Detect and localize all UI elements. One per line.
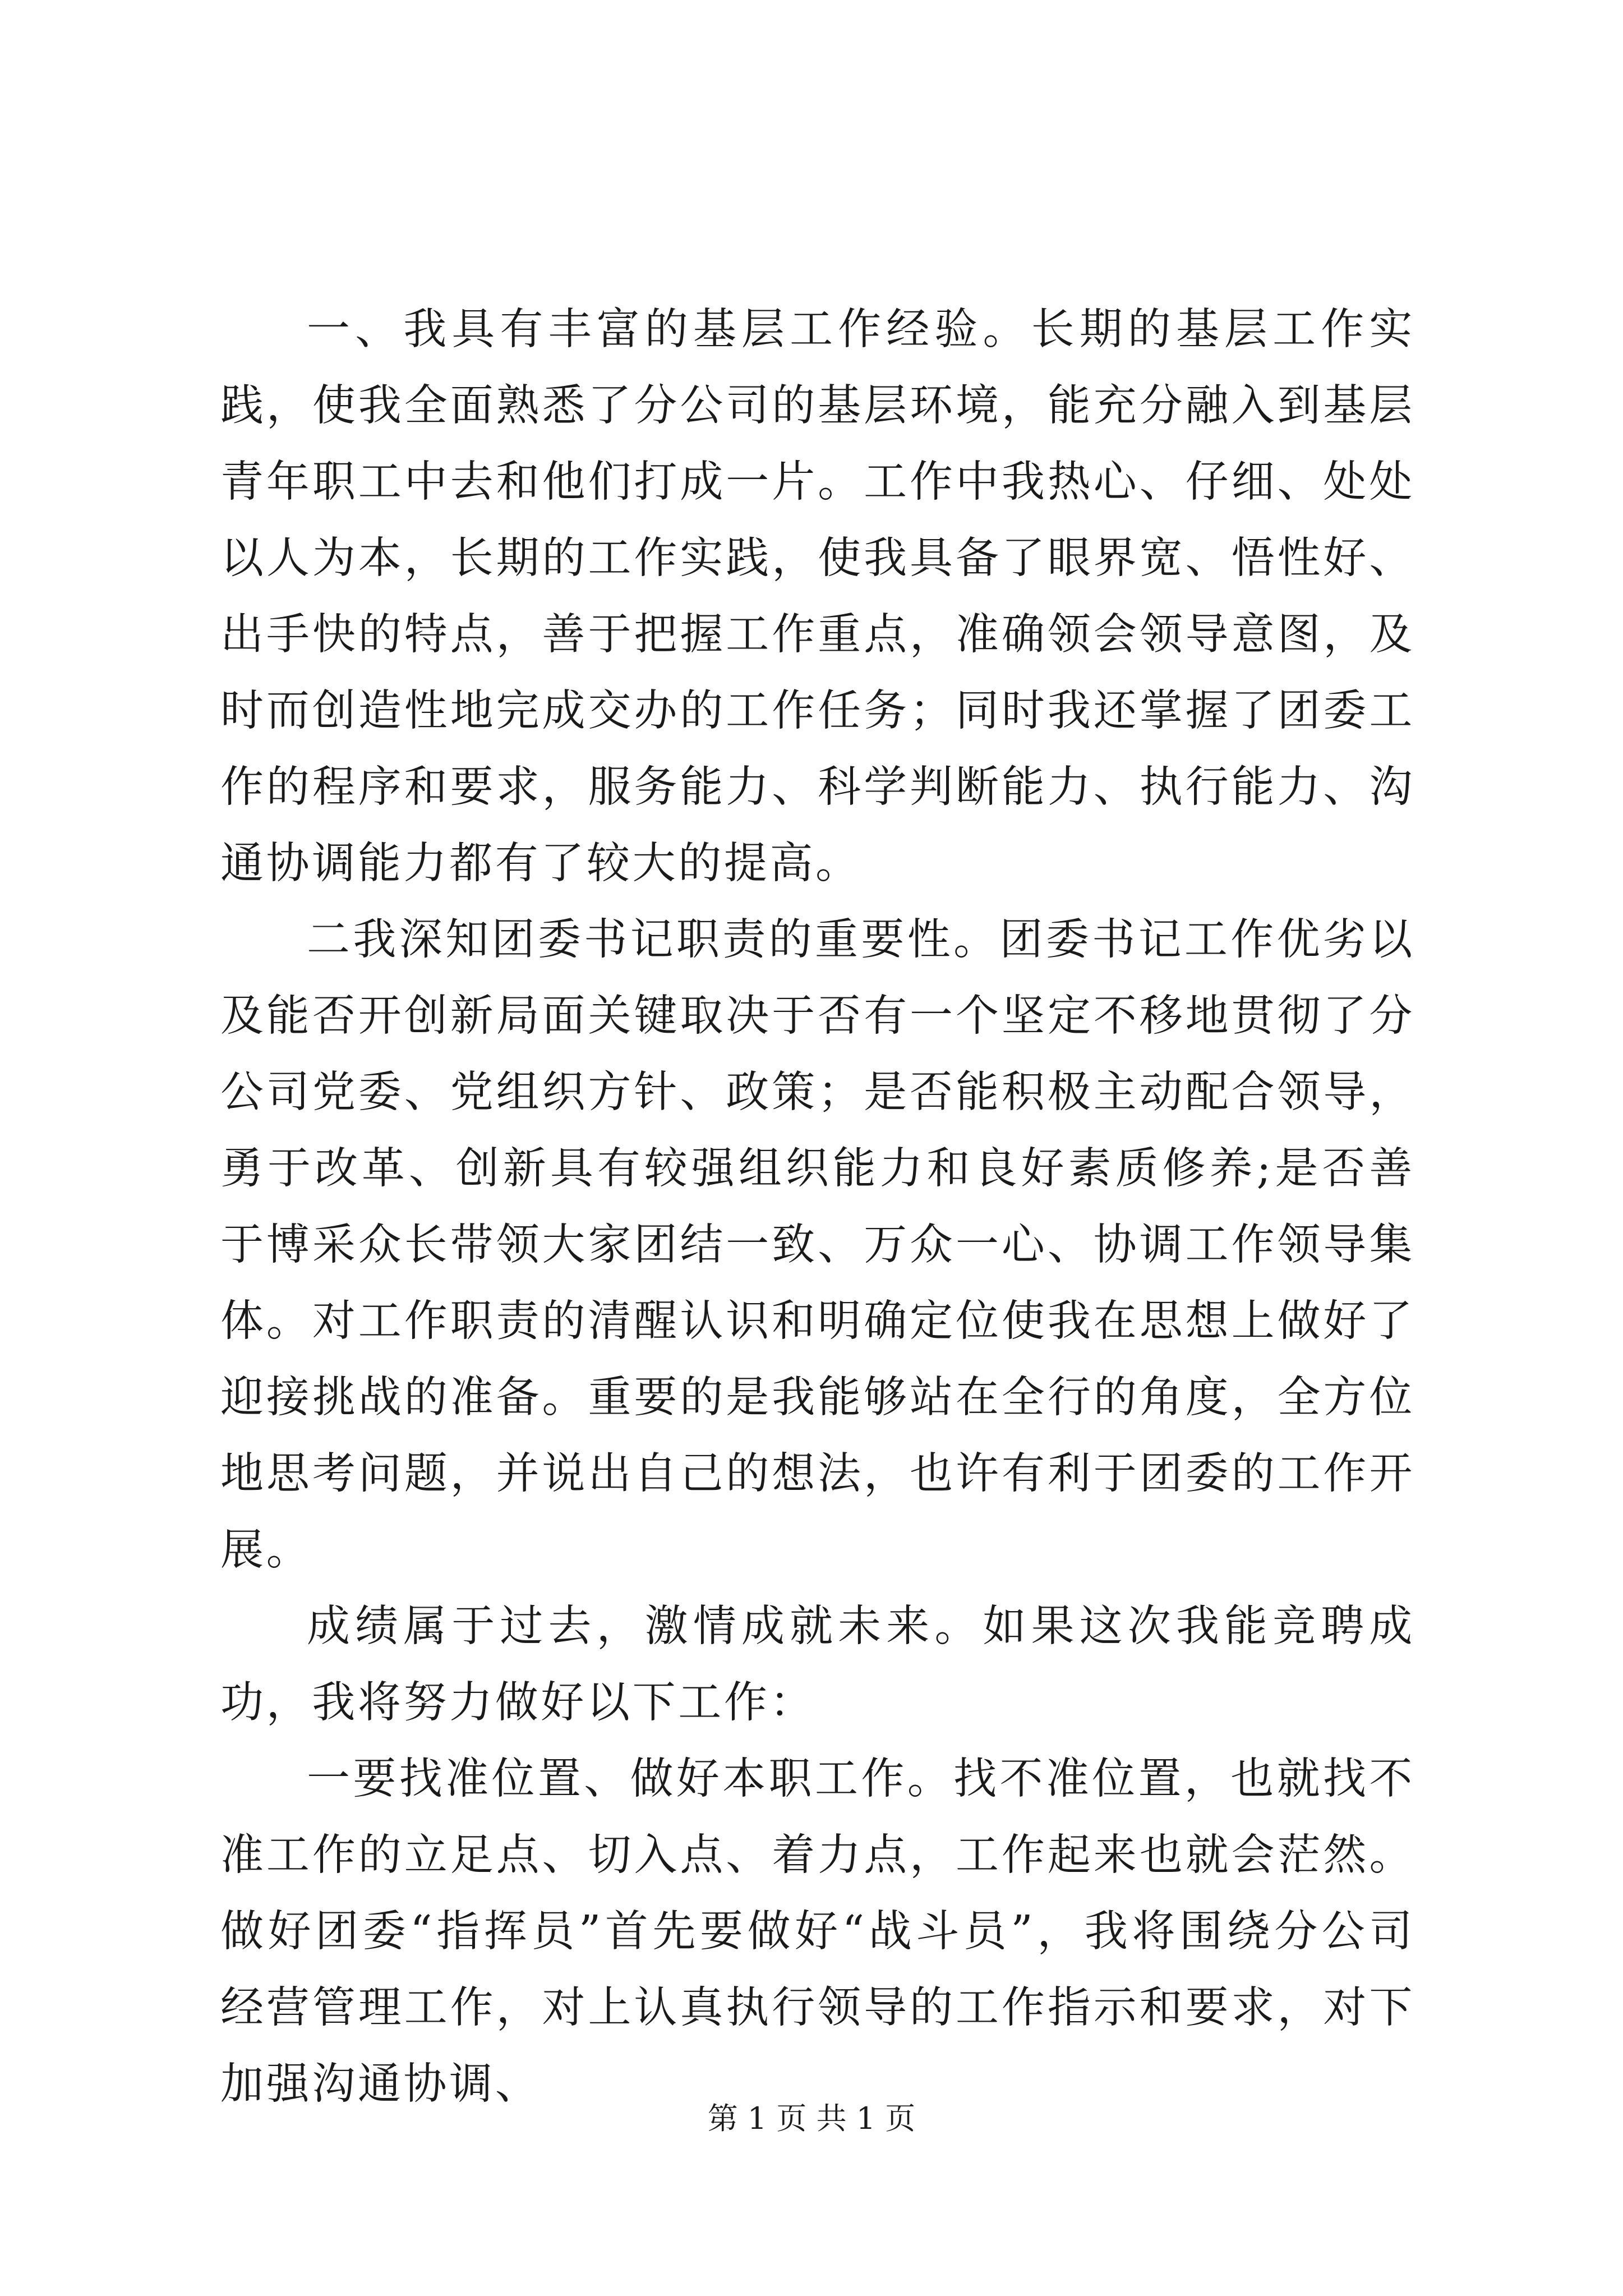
document-body	[220, 292, 1415, 2123]
paragraph-1: 一、我具有丰富的基层工作经验。长期的基层工作实践，使我全面熟悉了分公司的基层环境，能充分融入到基层青年职工中去和他们打成一片。工作中我热心、仔细、处处以人为本，长期的工作实践，使我具备了眼界宽、悟性好、出手快的特点，善于把握工作重点，准确领会领导意图，及时而创造性地完成交办的工作任务；同时我还掌握了团委工作的程序和要求，服务能力、科学判断能力、执行能力、沟通协调能力都有了较大的提高。	[220, 305, 1415, 889]
paragraph-2: 二我深知团委书记职责的重要性。团委书记工作优劣以及能否开创新局面关键取决于否有一个坚定不移地贯彻了分公司党委、党组织方针、政策；是否能积极主动配合领导，勇于改革、创新具有较强组织能力和良好素质修养;是否善于博采众长带领大家团结一致、万众一心、协调工作领导集体。对工作职责的清醒认识和明确定位使我在思想上做好了迎接挑战的准备。重要的是我能够站在全行的角度，全方位地思考问题，并说出自己的想法，也许有利于团委的工作开展。	[220, 915, 1415, 1575]
paragraph-4: 一要找准位置、做好本职工作。找不准位置，也就找不准工作的立足点、切入点、着力点，工作起来也就会茫然。做好团委“指挥员”首先要做好“战斗员”，我将围绕分公司经营管理工作，对上认真执行领导的工作指示和要求，对下加强沟通协调、	[220, 1754, 1415, 2109]
page-footer: 第 1 页 共 1 页	[707, 2101, 916, 2136]
paragraph-3: 成绩属于过去，激情成就未来。如果这次我能竞聘成功，我将努力做好以下工作：	[220, 1602, 1415, 1728]
